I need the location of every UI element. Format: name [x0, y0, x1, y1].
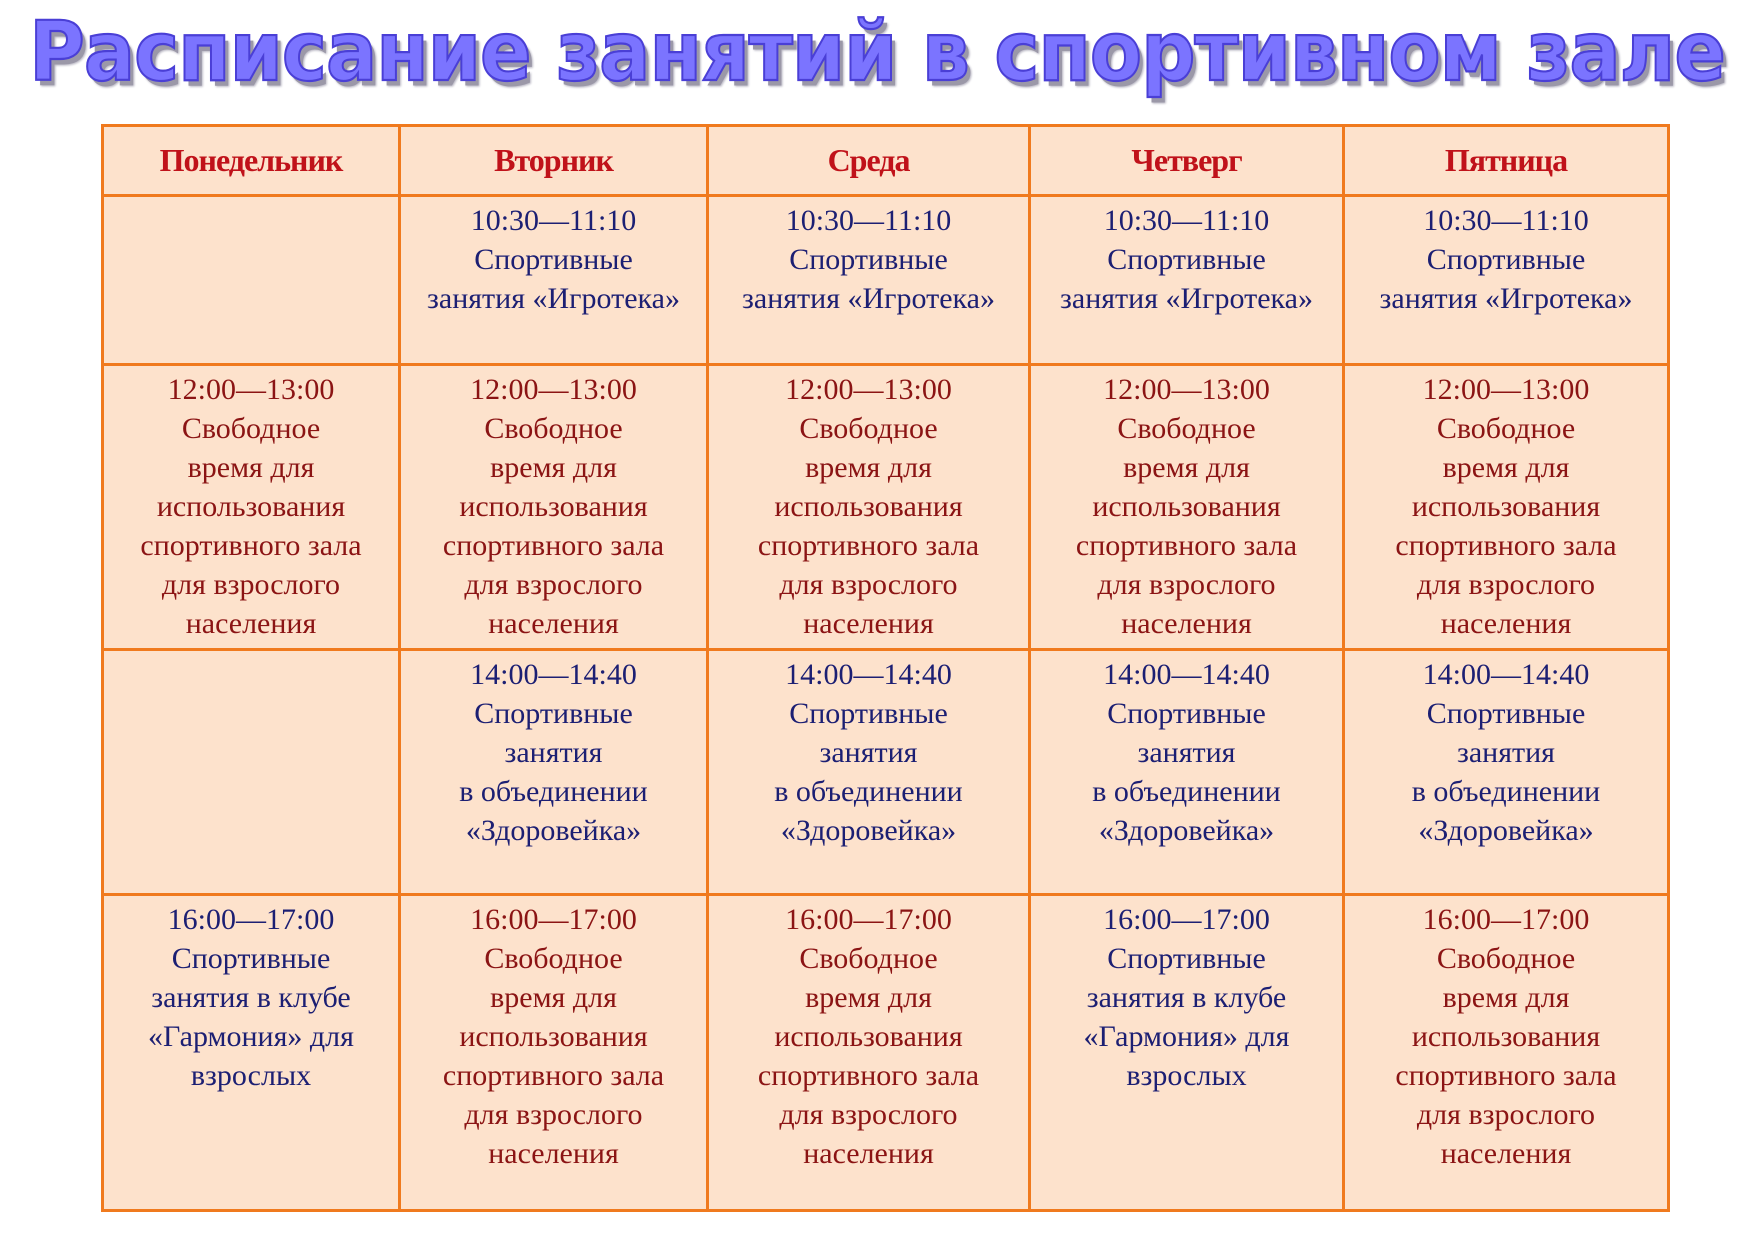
schedule-cell [1344, 650, 1669, 895]
day-header-friday: Пятница [1344, 126, 1669, 196]
schedule-cell [400, 196, 708, 365]
schedule-cell [103, 895, 400, 1211]
schedule-cell [1030, 895, 1344, 1211]
cell-text: 10:30—11:10 Спортивные занятия «Игротека» [1060, 204, 1313, 315]
schedule-cell [400, 895, 708, 1211]
cell-text: 16:00—17:00 Свободное время для использования спортивного зала для взрослого населения [442, 903, 665, 1170]
schedule-table [101, 124, 1670, 1212]
schedule-cell [1344, 895, 1669, 1211]
schedule-row-3 [103, 650, 1669, 895]
cell-text: 12:00—13:00 Свободное время для использования спортивного зала для взрослого населения [442, 373, 665, 640]
schedule-cell [708, 895, 1030, 1211]
cell-text: 14:00—14:40 Спортивные занятия в объединении «Здоровейка» [1092, 658, 1281, 847]
day-header-wednesday: Среда [708, 126, 1030, 196]
day-header-thursday: Четверг [1030, 126, 1344, 196]
schedule-cell [103, 196, 400, 365]
cell-text: 10:30—11:10 Спортивные занятия «Игротека» [427, 204, 680, 315]
schedule-cell [400, 650, 708, 895]
cell-text: 14:00—14:40 Спортивные занятия в объединении «Здоровейка» [1411, 658, 1601, 847]
cell-text: 16:00—17:00 Спортивные занятия в клубе «Гармония» для взрослых [148, 903, 354, 1092]
schedule-cell [1344, 196, 1669, 365]
schedule-row-2 [103, 365, 1669, 650]
cell-text: 12:00—13:00 Свободное время для использования спортивного зала для взрослого населения [757, 373, 980, 640]
schedule-cell [400, 365, 708, 650]
schedule-cell [1030, 650, 1344, 895]
cell-text: 10:30—11:10 Спортивные занятия «Игротека» [1379, 204, 1633, 315]
cell-text: 12:00—13:00 Свободное время для использования спортивного зала для взрослого населения [140, 373, 362, 640]
cell-text: 10:30—11:10 Спортивные занятия «Игротека» [742, 204, 995, 315]
schedule-cell [103, 365, 400, 650]
schedule-cell [708, 365, 1030, 650]
schedule-cell [1344, 365, 1669, 650]
schedule-cell [708, 196, 1030, 365]
page-title: Расписание занятий в спортивном зале [29, 3, 1725, 100]
day-header-tuesday: Вторник [400, 126, 708, 196]
schedule-cell [1030, 365, 1344, 650]
cell-text: 16:00—17:00 Свободное время для использования спортивного зала для взрослого населения [1395, 903, 1617, 1170]
header-row [103, 126, 1669, 196]
schedule-row-4 [103, 895, 1669, 1211]
schedule-cell [1030, 196, 1344, 365]
cell-text: 16:00—17:00 Свободное время для использования спортивного зала для взрослого населения [757, 903, 980, 1170]
cell-text: 12:00—13:00 Свободное время для использования спортивного зала для взрослого населения [1395, 373, 1617, 640]
cell-text: 12:00—13:00 Свободное время для использования спортивного зала для взрослого населения [1075, 373, 1298, 640]
schedule-cell [708, 650, 1030, 895]
day-header-monday: Понедельник [103, 126, 400, 196]
schedule-cell [103, 650, 400, 895]
schedule-row-1 [103, 196, 1669, 365]
cell-text: 14:00—14:40 Спортивные занятия в объединении «Здоровейка» [459, 658, 648, 847]
cell-text: 16:00—17:00 Спортивные занятия в клубе «Гармония» для взрослых [1083, 903, 1290, 1092]
cell-text: 14:00—14:40 Спортивные занятия в объединении «Здоровейка» [774, 658, 963, 847]
